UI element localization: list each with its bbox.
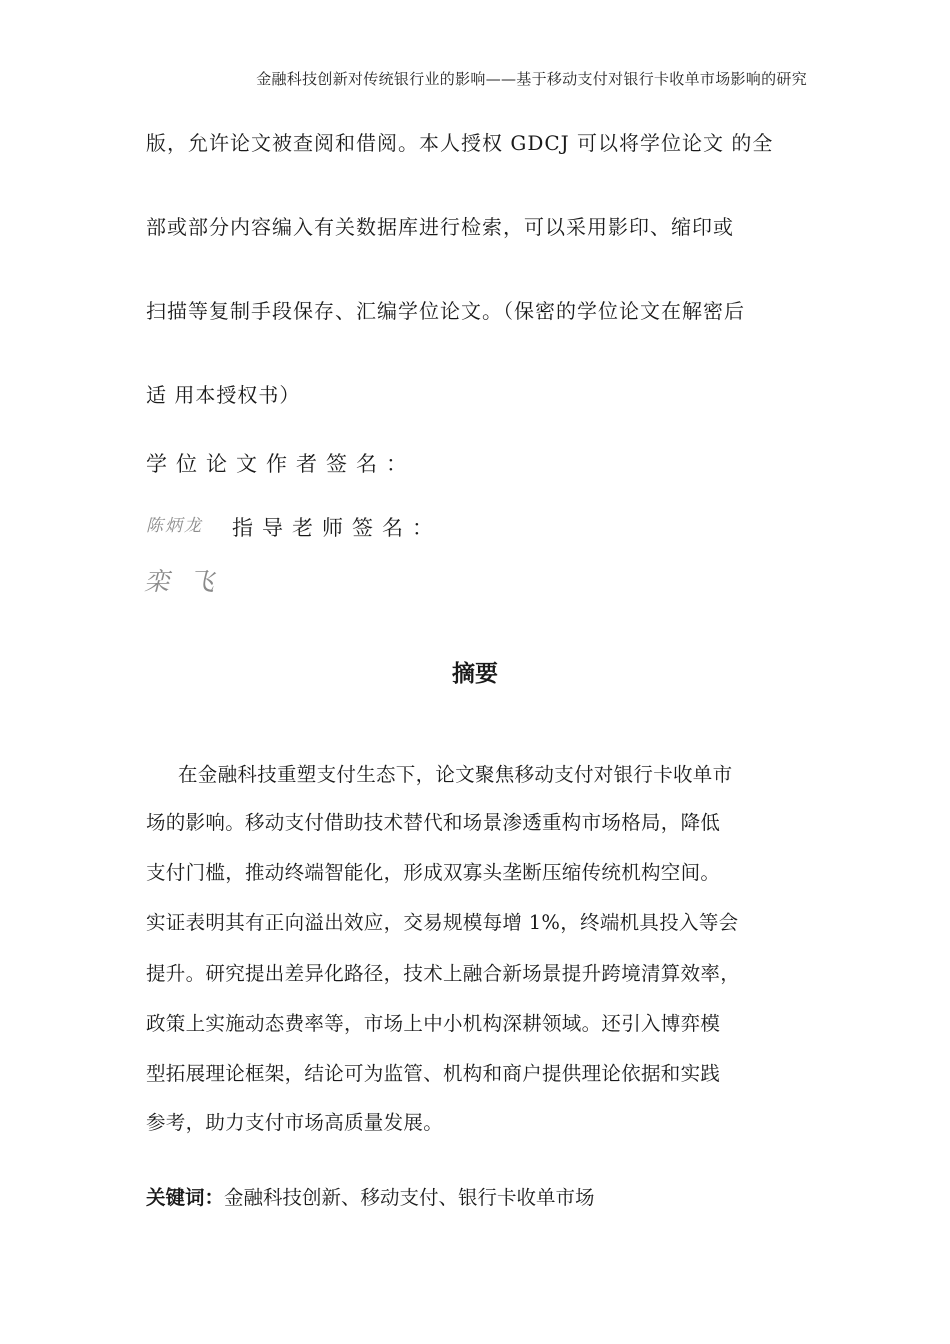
abstract-line: 型拓展理论框架，结论可为监管、机构和商户提供理论依据和实践 <box>146 1062 721 1085</box>
abstract-line: 支付门槛，推动终端智能化，形成双寡头垄断压缩传统机构空间。 <box>146 861 721 884</box>
author-signature-label: 学位论文作者签名： <box>146 452 416 476</box>
keywords-label: 关键词： <box>146 1186 225 1209</box>
abstract-line: 在金融科技重塑支付生态下，论文聚焦移动支付对银行卡收单市 <box>178 763 733 786</box>
abstract-line: 提升。研究提出差异化路径，技术上融合新场景提升跨境清算效率， <box>146 962 741 985</box>
keywords-line <box>146 1182 595 1210</box>
abstract-line: 场的影响。移动支付借助技术替代和场景渗透重构市场格局，降低 <box>146 811 721 834</box>
advisor-signature: 栾 飞 <box>144 567 220 596</box>
authorization-line: 适 用本授权书） <box>146 383 301 407</box>
author-signature: 陈炳龙 <box>146 516 203 536</box>
abstract-title: 摘要 <box>452 661 498 687</box>
running-header: 金融科技创新对传统银行业的影响——基于移动支付对银行卡收单市场影响的研究 <box>256 70 807 88</box>
abstract-line: 参考，助力支付市场高质量发展。 <box>146 1111 444 1134</box>
abstract-line: 实证表明其有正向溢出效应，交易规模每增 1%，终端机具投入等会 <box>146 911 739 934</box>
authorization-line: 版，允许论文被查阅和借阅。本人授权 GDCJ 可以将学位论文 的全 <box>146 131 774 155</box>
authorization-line: 扫描等复制手段保存、汇编学位论文。（保密的学位论文在解密后 <box>146 299 745 323</box>
keywords-value: 金融科技创新、移动支付、银行卡收单市场 <box>224 1186 595 1209</box>
abstract-line: 政策上实施动态费率等，市场上中小机构深耕领域。还引入博弈模 <box>146 1012 721 1035</box>
advisor-signature-label: 指导老师签名： <box>232 516 442 540</box>
authorization-line: 部或部分内容编入有关数据库进行检索，可以采用影印、缩印或 <box>146 215 734 239</box>
